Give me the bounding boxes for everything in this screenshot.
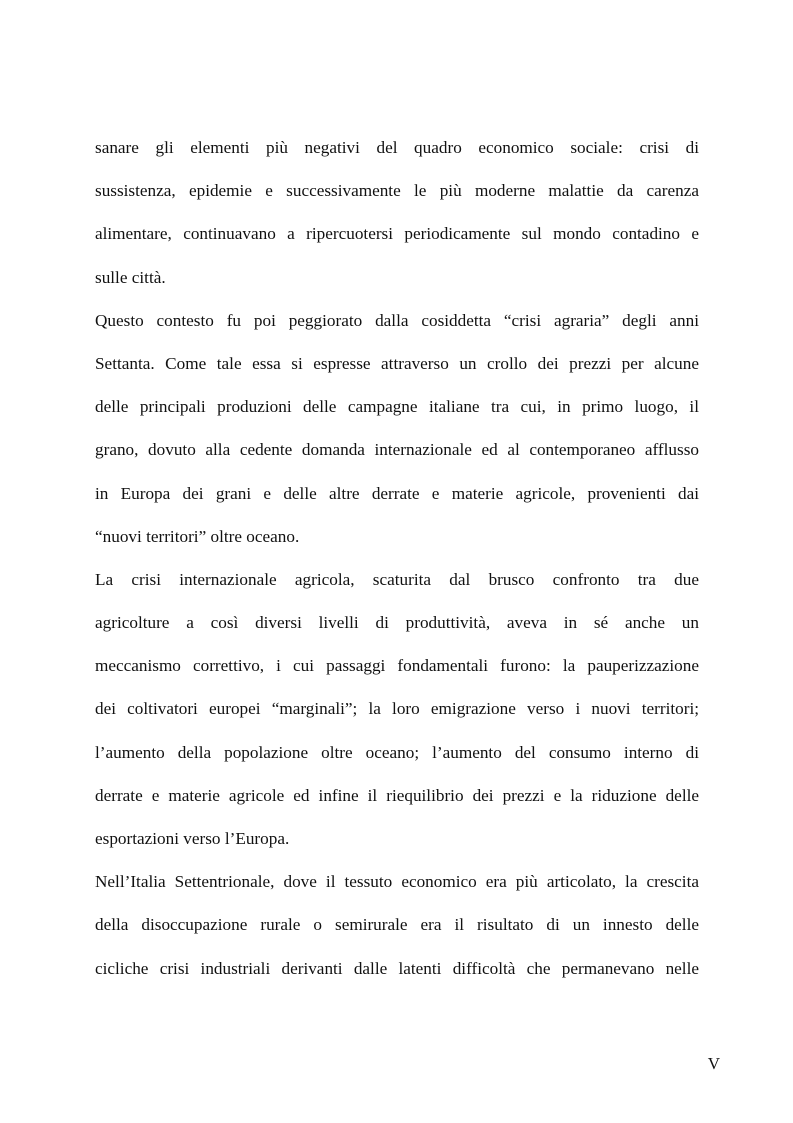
text-line: Settanta. Come tale essa si espresse attraverso un crollo dei prezzi per alcune	[95, 353, 699, 373]
text-line: cicliche crisi industriali derivanti dalle latenti difficoltà che permanevano nelle	[95, 958, 699, 978]
text-line: sulle città.	[95, 267, 166, 287]
paragraph-1	[95, 126, 699, 299]
text-line: esportazioni verso l’Europa.	[95, 829, 290, 848]
text-line: della disoccupazione rurale o semirurale era il risultato di un innesto delle	[95, 915, 699, 935]
text-line: l’aumento della popolazione oltre oceano; l’aumento del consumo interno di	[95, 742, 699, 762]
text-line: grano, dovuto alla cedente domanda internazionale ed al contemporaneo afflusso	[95, 440, 699, 460]
text-line: agricolture a così diversi livelli di produttività, aveva in sé anche un	[95, 613, 699, 633]
paragraph-4	[95, 860, 699, 990]
text-line: “nuovi territori” oltre oceano.	[95, 526, 300, 546]
text-line: La crisi internazionale agricola, scaturita dal brusco confronto tra due	[95, 569, 699, 589]
text-line: sussistenza, epidemie e successivamente le più moderne malattie da carenza	[95, 181, 699, 201]
text-line: Nell’Italia Settentrionale, dove il tessuto economico era più articolato, la crescita	[95, 872, 699, 892]
text-line: derrate e materie agricole ed infine il riequilibrio dei prezzi e la riduzione delle	[95, 785, 699, 805]
paragraph-3	[95, 558, 699, 860]
body-text	[95, 126, 699, 990]
text-line: in Europa dei grani e delle altre derrate e materie agricole, provenienti dai	[95, 483, 699, 503]
text-line: dei coltivatori europei “marginali”; la loro emigrazione verso i nuovi territori;	[95, 699, 699, 719]
text-line: alimentare, continuavano a ripercuotersi periodicamente sul mondo contadino e	[95, 224, 699, 244]
text-line: delle principali produzioni delle campagne italiane tra cui, in primo luogo, il	[95, 397, 699, 417]
text-line: sanare gli elementi più negativi del quadro economico sociale: crisi di	[95, 138, 699, 157]
text-line: Questo contesto fu poi peggiorato dalla cosiddetta “crisi agraria” degli anni	[95, 310, 699, 330]
paragraph-2	[95, 299, 699, 558]
page-number: V	[707, 1054, 720, 1073]
text-line: meccanismo correttivo, i cui passaggi fondamentali furono: la pauperizzazione	[95, 656, 699, 676]
